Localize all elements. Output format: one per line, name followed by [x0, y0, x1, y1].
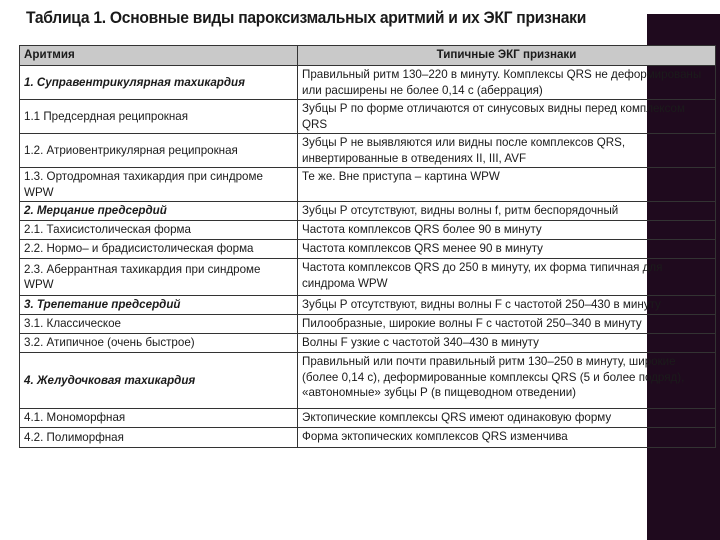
arrhythmia-cell: 4.1. Мономорфная [20, 409, 298, 428]
arrhythmia-cell: 1. Суправентрикулярная тахикардия [20, 66, 298, 100]
arrhythmia-cell: 1.1 Предсердная реципрокная [20, 100, 298, 134]
arrhythmia-cell: 1.3. Ортодромная тахикардия при синдроме WPW [20, 168, 298, 202]
table-row [20, 100, 716, 134]
page-title: Таблица 1. Основные виды пароксизмальных аритмий и их ЭКГ признаки [26, 8, 587, 27]
ecg-signs-cell: Пилообразные, широкие волны F с частотой 250–340 в минуту [298, 315, 716, 334]
arrhythmia-cell: 4. Желудочковая тахикардия [20, 353, 298, 409]
table-row [20, 66, 716, 100]
arrhythmia-cell: 3. Трепетание предсердий [20, 296, 298, 315]
ecg-signs-cell: Зубцы Р не выявляются или видны после комплексов QRS, инвертированные в отведениях II, III, AVF [298, 134, 716, 168]
header-ecg-signs: Типичные ЭКГ признаки [298, 46, 716, 66]
table-row [20, 409, 716, 428]
ecg-signs-cell: Частота комплексов QRS менее 90 в минуту [298, 240, 716, 259]
table-body [20, 66, 716, 448]
table-row [20, 428, 716, 448]
ecg-signs-cell: Зубцы Р по форме отличаются от синусовых видны перед комплексом QRS [298, 100, 716, 134]
ecg-signs-cell: Эктопические комплексы QRS имеют одинаковую форму [298, 409, 716, 428]
ecg-signs-cell: Зубцы Р отсутствуют, видны волны f, ритм беспорядочный [298, 202, 716, 221]
ecg-signs-cell: Форма эктопических комплексов QRS изменчива [298, 428, 716, 448]
header-arrhythmia: Аритмия [20, 46, 298, 66]
ecg-signs-cell: Те же. Вне приступа – картина WPW [298, 168, 716, 202]
table-row [20, 221, 716, 240]
table-row [20, 134, 716, 168]
table-row [20, 334, 716, 353]
ecg-signs-cell: Частота комплексов QRS более 90 в минуту [298, 221, 716, 240]
ecg-signs-cell: Правильный ритм 130–220 в минуту. Комплексы QRS не деформированы или расширены не более 0,14 с (аберрация) [298, 66, 716, 100]
arrhythmia-cell: 2. Мерцание предсердий [20, 202, 298, 221]
table-header-row [20, 46, 716, 66]
arrhythmia-cell: 3.2. Атипичное (очень быстрое) [20, 334, 298, 353]
table-row [20, 259, 716, 296]
ecg-signs-cell: Правильный или почти правильный ритм 130–250 в минуту, широкие (более 0,14 с), деформированные комплексы QRS (5 и более подряд), «автономные» зубцы Р (в пищеводном отведении) [298, 353, 716, 409]
table-row [20, 168, 716, 202]
arrhythmia-table [19, 45, 716, 448]
arrhythmia-cell: 3.1. Классическое [20, 315, 298, 334]
table-row [20, 296, 716, 315]
arrhythmia-cell: 2.2. Нормо– и брадисистолическая форма [20, 240, 298, 259]
table-row [20, 315, 716, 334]
table-row [20, 353, 716, 409]
ecg-signs-cell: Волны F узкие с частотой 340–430 в минуту [298, 334, 716, 353]
arrhythmia-cell: 2.3. Аберрантная тахикардия при синдроме WPW [20, 259, 298, 296]
ecg-signs-cell: Зубцы Р отсутствуют, видны волны F с частотой 250–430 в минуту [298, 296, 716, 315]
table-row [20, 202, 716, 221]
ecg-signs-cell: Частота комплексов QRS до 250 в минуту, их форма типичная для синдрома WPW [298, 259, 716, 296]
arrhythmia-cell: 2.1. Тахисистолическая форма [20, 221, 298, 240]
table-row [20, 240, 716, 259]
arrhythmia-cell: 1.2. Атриовентрикулярная реципрокная [20, 134, 298, 168]
arrhythmia-cell: 4.2. Полиморфная [20, 428, 298, 448]
